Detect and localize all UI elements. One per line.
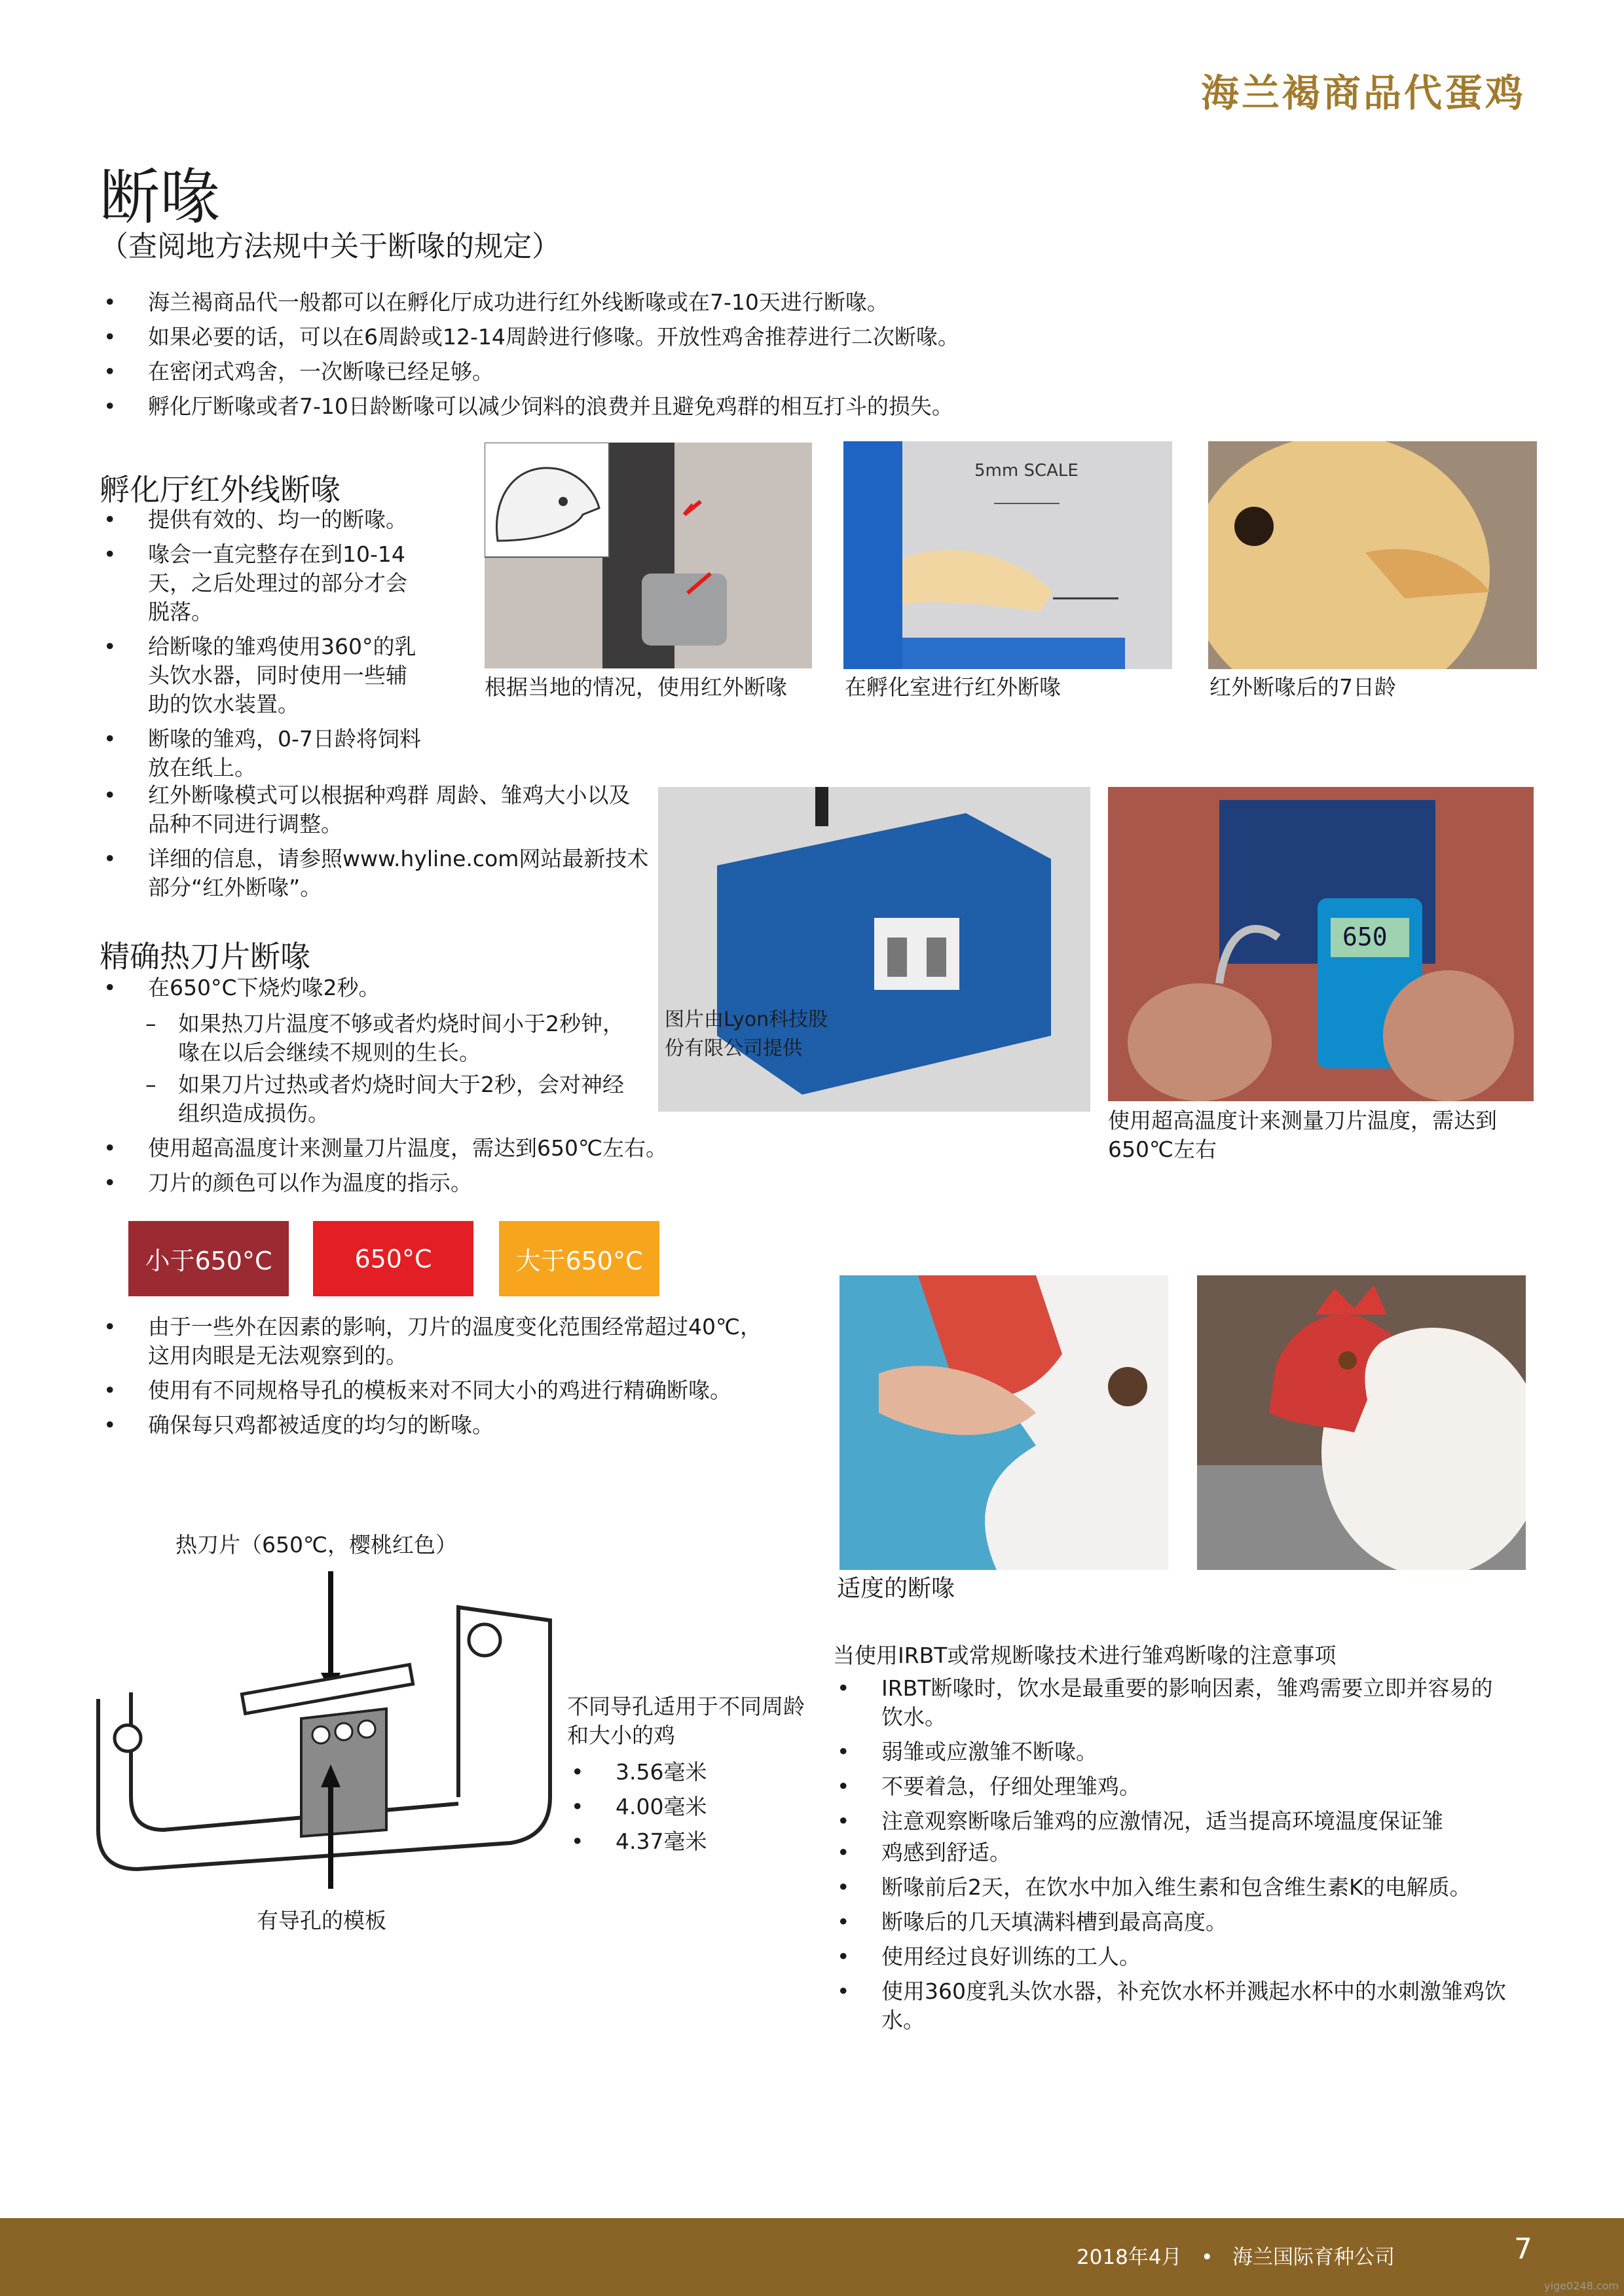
list-item: • 提供有效的、均一的断喙。: [100, 505, 427, 534]
hole-size-list: [567, 1758, 803, 1862]
list-item: • 详细的信息，请参照www.hyline.com网站最新技术部分“红外断喙”。: [100, 845, 650, 902]
page-subtitle: （查阅地方法规中关于断喙的规定）: [100, 230, 561, 263]
swatch-650: 650°C: [313, 1221, 473, 1296]
list-item: • 3.56毫米: [567, 1758, 803, 1787]
list-item: • 使用有不同规格导孔的模板来对不同大小的鸡进行精确断喙。: [100, 1376, 781, 1405]
blade-sub-item: [145, 1010, 643, 1067]
diagram-top-label: 热刀片（650℃，樱桃红色）: [175, 1532, 458, 1558]
list-item: • 断喙前后2天，在饮水中加入维生素和包含维生素K的电解质。: [833, 1873, 1514, 1902]
thermometer-display: 650: [1342, 922, 1388, 951]
blade-sub-item: [145, 1070, 643, 1128]
infrared-list: [100, 505, 427, 788]
infrared-scale-photo: [843, 441, 1172, 669]
infrared-list-continued: [100, 781, 650, 908]
notes-list: [833, 1674, 1514, 2041]
diagram-side-note: 不同导孔适用于不同周龄和大小的鸡: [567, 1694, 805, 1748]
list-item: • 弱雏或应激雏不断喙。: [833, 1738, 1514, 1766]
photo-caption: 在孵化室进行红外断喙: [845, 674, 1061, 700]
page-number: 7: [1514, 2232, 1532, 2266]
dash-marker: –: [145, 1011, 157, 1036]
thermometer-photo: [1108, 787, 1534, 1101]
blade-list-2: [100, 1134, 885, 1203]
brand-title: 海兰褐商品代蛋鸡: [1200, 71, 1526, 115]
list-item: • 4.00毫米: [567, 1793, 803, 1821]
machine-credit: 图片由Lyon科技股份有限公司提供: [665, 1008, 828, 1060]
infrared-heading: 孵化厅红外线断喙: [100, 472, 341, 507]
list-item: • 断喙的雏鸡，0-7日龄将饲料放在纸上。: [100, 725, 427, 782]
proper-caption: 适度的断喙: [837, 1575, 955, 1602]
list-item: • 喙会一直完整存在到10-14天，之后处理过的部分才会脱落。: [100, 540, 427, 627]
footer-date: 2018年4月: [1076, 2246, 1182, 2269]
chick-7day-photo: [1208, 441, 1537, 669]
infrared-machine-photo: [485, 443, 812, 668]
list-item: • 鸡感到舒适。: [833, 1838, 1514, 1867]
swatch-above-650: 大于650°C: [499, 1221, 659, 1296]
list-item: • 给断喙的雏鸡使用360°的乳头饮水器，同时使用一些辅助的饮水装置。: [100, 632, 427, 719]
list-item: • 不要着急，仔细处理雏鸡。: [833, 1772, 1514, 1801]
list-item: • 在密闭式鸡舍，一次断喙已经足够。: [100, 357, 1540, 386]
list-item: • 如果必要的话，可以在6周龄或12-14周龄进行修喙。开放性鸡舍推荐进行二次断喙。: [100, 323, 1540, 352]
watermark: yige0248.com: [1544, 2280, 1619, 2292]
list-item: • 确保每只鸡都被适度的均匀的断喙。: [100, 1411, 781, 1440]
sub-text: 如果热刀片温度不够或者灼烧时间小于2秒钟，喙在以后会继续不规则的生长。: [178, 1011, 624, 1065]
sub-text: 如果刀片过热或者灼烧时间大于2秒，会对神经组织造成损伤。: [178, 1072, 624, 1126]
photo-caption: 根据当地的情况，使用红外断喙: [485, 674, 787, 700]
footer-separator: •: [1201, 2246, 1213, 2269]
list-item: • 4.37毫米: [567, 1827, 803, 1856]
list-item: • 刀片的颜色可以作为温度的指示。: [100, 1169, 885, 1197]
list-item: • 孵化厅断喙或者7-10日龄断喙可以减少饲料的浪费并且避免鸡群的相互打斗的损失。: [100, 392, 1540, 421]
list-item: • IRBT断喙时，饮水是最重要的影响因素，雏鸡需要立即并容易的饮水。: [833, 1674, 1514, 1732]
photo-caption: 红外断喙后的7日龄: [1209, 674, 1396, 700]
diagram-bottom-label: 有导孔的模板: [257, 1908, 386, 1933]
blade-heading: 精确热刀片断喙: [100, 939, 310, 974]
list-item: • 在650°C下烧灼喙2秒。: [100, 974, 650, 1002]
blade-list: [100, 974, 650, 1008]
thermometer-caption: 使用超高温度计来测量刀片温度，需达到650℃左右: [1108, 1108, 1497, 1162]
proper-beak-photo-2: [1197, 1275, 1526, 1570]
proper-beak-photo-1: [840, 1275, 1168, 1570]
intro-list: [100, 288, 1540, 427]
list-item: • 使用超高温度计来测量刀片温度，需达到650℃左右。: [100, 1134, 885, 1163]
notes-title: 当使用IRBT或常规断喙技术进行雏鸡断喙的注意事项: [833, 1643, 1337, 1668]
swatch-below-650: 小于650°C: [128, 1221, 289, 1296]
list-item: • 红外断喙模式可以根据种鸡群 周龄、雏鸡大小以及品种不同进行调整。: [100, 781, 650, 839]
blade-more-list: [100, 1313, 781, 1446]
list-item: • 海兰褐商品代一般都可以在孵化厅成功进行红外线断喙或在7-10天进行断喙。: [100, 288, 1540, 317]
page-title: 断喙: [100, 162, 221, 232]
footer-company: 海兰国际育种公司: [1232, 2246, 1395, 2269]
list-item: • 断喙后的几天填满料槽到最高高度。: [833, 1908, 1514, 1937]
debeaker-diagram: [92, 1568, 563, 1895]
list-item: • 使用360度乳头饮水器，补充饮水杯并溅起水杯中的水刺激雏鸡饮水。: [833, 1977, 1514, 2035]
footer-info: [1077, 2240, 1395, 2270]
list-item: • 注意观察断喙后雏鸡的应激情况，适当提高环境温度保证雏: [833, 1807, 1514, 1836]
list-item: • 由于一些外在因素的影响，刀片的温度变化范围经常超过40℃，这用肉眼是无法观察到的。: [100, 1313, 781, 1370]
dash-marker: –: [145, 1072, 157, 1097]
list-item: • 使用经过良好训练的工人。: [833, 1942, 1514, 1971]
scale-label: 5mm SCALE: [974, 461, 1079, 481]
